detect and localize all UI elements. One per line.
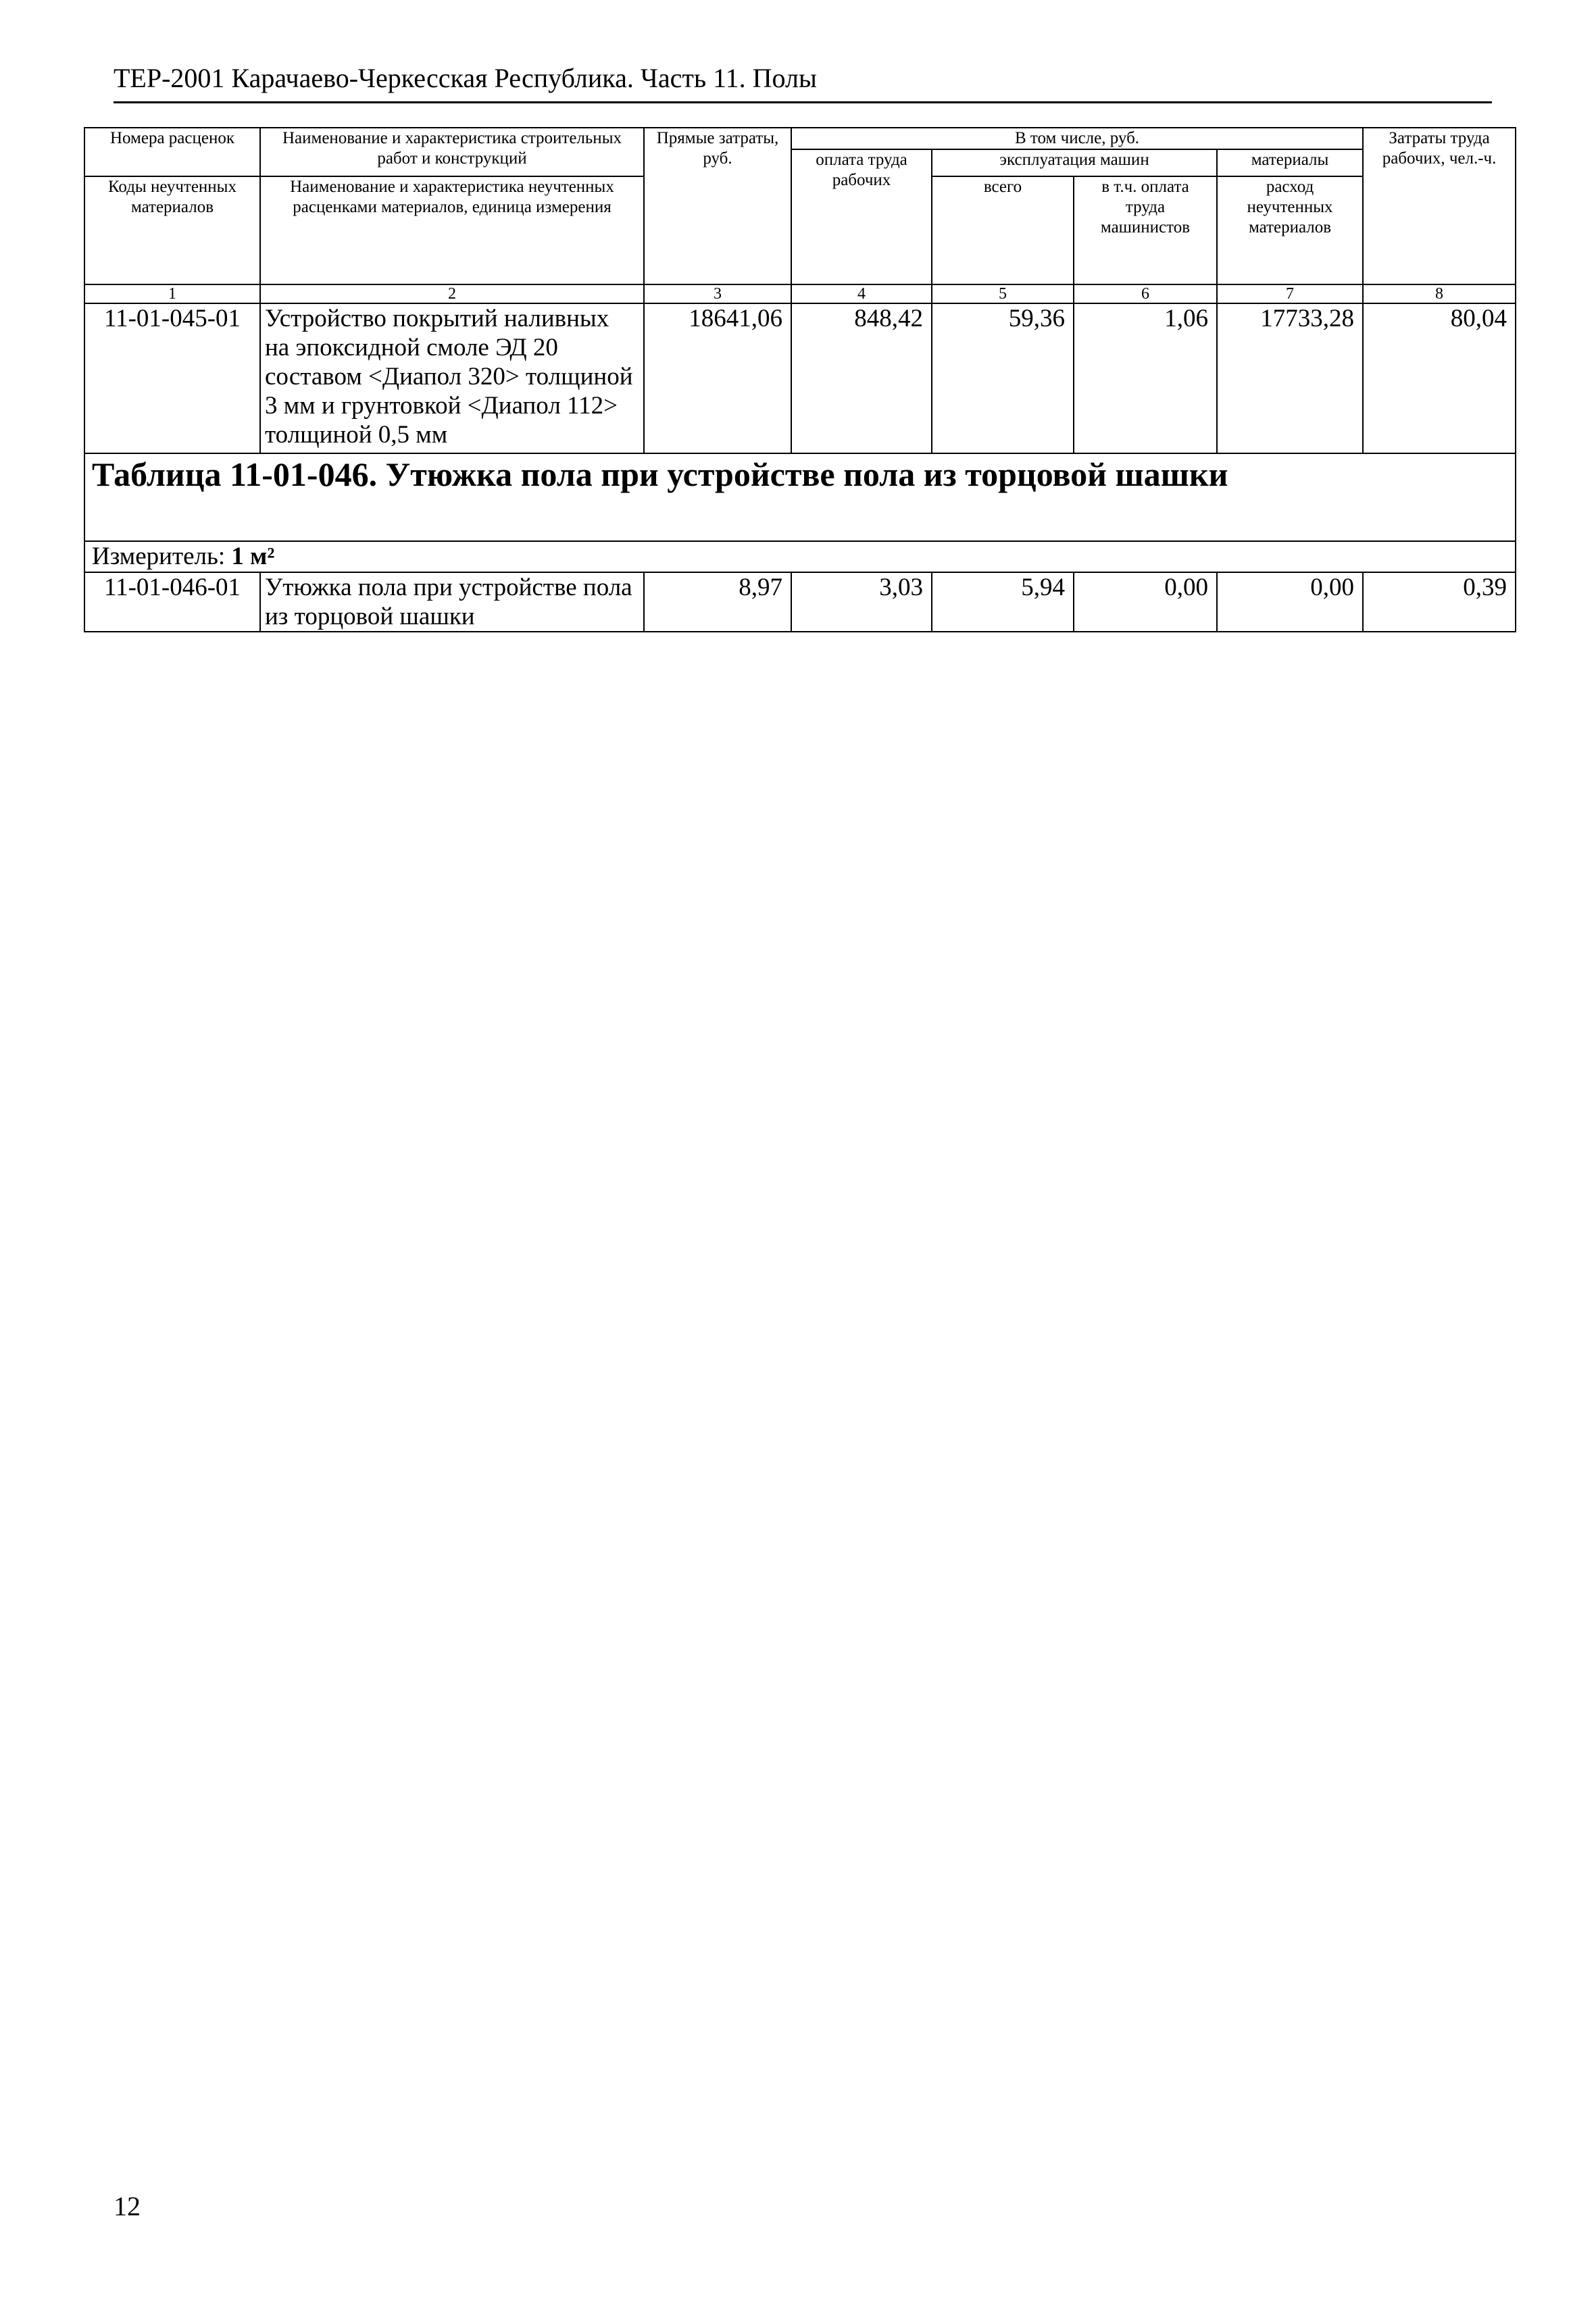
col-header-machinists-pay: в т.ч. оплата труда машинистов xyxy=(1074,176,1217,284)
unit-label: Измеритель: xyxy=(92,543,226,570)
column-number: 3 xyxy=(644,284,791,303)
table-row xyxy=(84,303,1516,453)
col-header-material-name: Наименование и характеристика неучтенных расценками материалов, единица измерения xyxy=(260,176,644,284)
labor-hours: 80,04 xyxy=(1363,303,1516,453)
col-header-machines: эксплуатация машин xyxy=(932,149,1217,176)
column-number: 7 xyxy=(1217,284,1363,303)
rates-table xyxy=(84,127,1516,632)
direct-costs: 8,97 xyxy=(644,572,791,632)
column-number: 6 xyxy=(1074,284,1217,303)
direct-costs: 18641,06 xyxy=(644,303,791,453)
unit-value: 1 м² xyxy=(231,543,275,570)
col-header-materials: материалы xyxy=(1217,149,1363,176)
section-title: Таблица 11-01-046. Утюжка пола при устройстве пола из торцовой шашки xyxy=(84,453,1516,541)
col-header-direct-costs: Прямые затраты, руб. xyxy=(644,128,791,284)
work-name: Устройство покрытий наливных на эпоксидной смоле ЭД 20 составом <Диапол 320> толщиной 3 мм и грунтовкой <Диапол 112> толщиной 0,5 мм xyxy=(260,303,644,453)
col-header-including: В том числе, руб. xyxy=(791,128,1363,149)
material-usage: 0,00 xyxy=(1217,572,1363,632)
col-header-machines-total: всего xyxy=(932,176,1074,284)
col-header-rate-numbers: Номера расценок xyxy=(84,128,260,176)
workers-pay: 848,42 xyxy=(791,303,932,453)
machines-total: 5,94 xyxy=(932,572,1074,632)
table-row xyxy=(84,572,1516,632)
column-number: 1 xyxy=(84,284,260,303)
labor-hours: 0,39 xyxy=(1363,572,1516,632)
running-header: ТЕР-2001 Карачаево-Черкесская Республика. Часть 11. Полы xyxy=(114,63,817,93)
machines-total: 59,36 xyxy=(932,303,1074,453)
material-usage: 17733,28 xyxy=(1217,303,1363,453)
work-name: Утюжка пола при устройстве пола из торцовой шашки xyxy=(260,572,644,632)
column-number: 4 xyxy=(791,284,932,303)
rate-code: 11-01-045-01 xyxy=(84,303,260,453)
col-header-workers-pay: оплата труда рабочих xyxy=(791,149,932,284)
machinists-pay: 1,06 xyxy=(1074,303,1217,453)
col-header-work-name: Наименование и характеристика строительных работ и конструкций xyxy=(260,128,644,176)
column-number: 5 xyxy=(932,284,1074,303)
header-rule xyxy=(114,101,1492,103)
col-header-material-usage: расход неучтенных материалов xyxy=(1217,176,1363,284)
column-number: 8 xyxy=(1363,284,1516,303)
rate-code: 11-01-046-01 xyxy=(84,572,260,632)
machinists-pay: 0,00 xyxy=(1074,572,1217,632)
unit-line xyxy=(84,541,1516,572)
col-header-labor-hours: Затраты труда рабочих, чел.-ч. xyxy=(1363,128,1516,284)
col-header-material-codes: Коды неучтенных материалов xyxy=(84,176,260,284)
page-number: 12 xyxy=(114,2191,141,2221)
workers-pay: 3,03 xyxy=(791,572,932,632)
column-number: 2 xyxy=(260,284,644,303)
